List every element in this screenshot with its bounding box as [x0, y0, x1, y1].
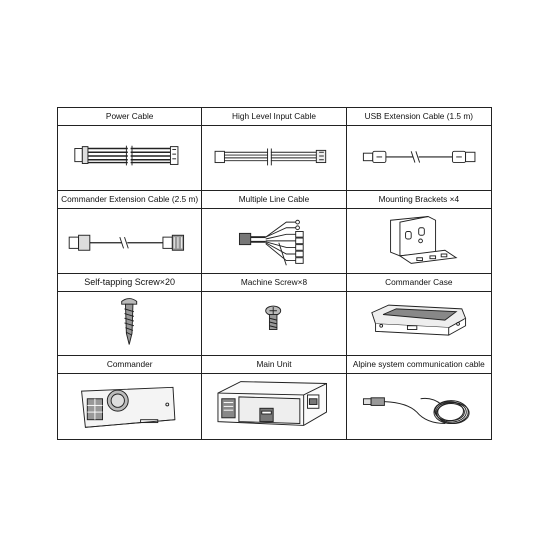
cell-multiple-line-cable: [202, 191, 346, 274]
power-cable-icon: [58, 126, 201, 190]
cell-mounting-brackets: [347, 191, 491, 274]
cell-self-tapping-screw: [58, 274, 202, 357]
communication-cable-icon: [347, 374, 491, 439]
cell-commander: [58, 356, 202, 439]
multiple-line-cable-icon: [202, 209, 345, 273]
item-title: Commander: [58, 356, 201, 374]
item-title: Multiple Line Cable: [202, 191, 345, 209]
commander-case-icon: [347, 292, 491, 356]
usb-extension-cable-icon: [347, 126, 491, 190]
item-title: Main Unit: [202, 356, 345, 374]
item-title: Power Cable: [58, 108, 201, 126]
item-title: Machine Screw×8: [202, 274, 345, 292]
cell-usb-extension-cable: [347, 108, 491, 191]
commander-icon: [58, 374, 201, 439]
cell-communication-cable: [347, 356, 491, 439]
high-level-input-cable-icon: [202, 126, 345, 190]
item-title: Alpine system communication cable: [347, 356, 491, 374]
cell-commander-case: [347, 274, 491, 357]
item-title: Commander Extension Cable (2.5 m): [58, 191, 201, 209]
machine-screw-icon: [202, 292, 345, 356]
commander-extension-cable-icon: [58, 209, 201, 273]
item-title: Mounting Brackets ×4: [347, 191, 491, 209]
cell-main-unit: [202, 356, 346, 439]
mounting-bracket-icon: [347, 209, 491, 273]
item-title: USB Extension Cable (1.5 m): [347, 108, 491, 126]
item-title: Self-tapping Screw×20: [58, 274, 201, 292]
cell-commander-extension-cable: [58, 191, 202, 274]
cell-high-level-input-cable: [202, 108, 346, 191]
package-contents-table: [57, 107, 492, 440]
cell-power-cable: [58, 108, 202, 191]
main-unit-icon: [202, 374, 345, 439]
item-title: Commander Case: [347, 274, 491, 292]
cell-machine-screw: [202, 274, 346, 357]
self-tapping-screw-icon: [58, 292, 201, 356]
item-title: High Level Input Cable: [202, 108, 345, 126]
